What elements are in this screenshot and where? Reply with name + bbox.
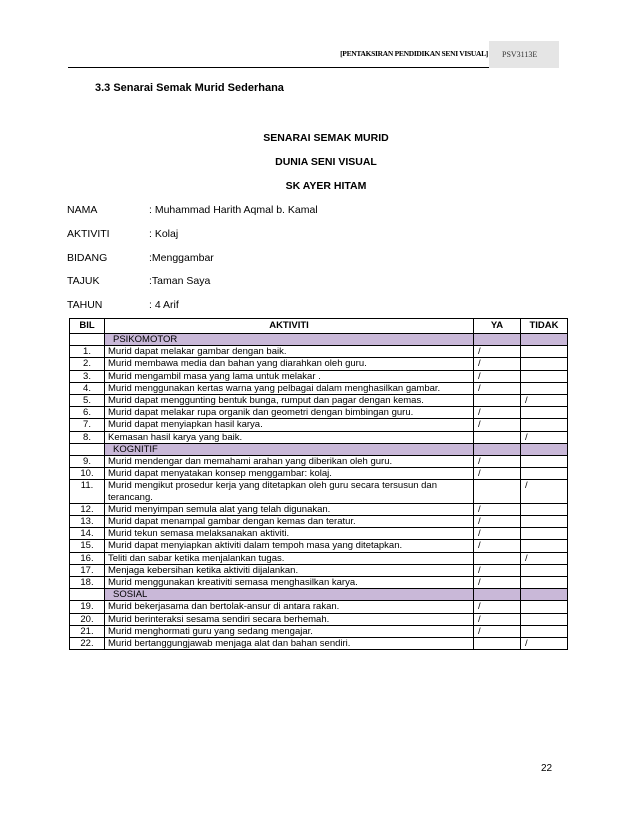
row-number: 7.: [70, 419, 105, 431]
info-value-tahun: : 4 Arif: [149, 299, 179, 311]
row-number: 16.: [70, 552, 105, 564]
row-number: 1.: [70, 346, 105, 358]
info-label-tajuk: TAJUK: [67, 275, 100, 287]
ya-mark: /: [474, 370, 521, 382]
tidak-mark: [521, 540, 568, 552]
row-activity: Murid membawa media dan bahan yang diarahkan oleh guru.: [105, 358, 474, 370]
info-label-bidang: BIDANG: [67, 252, 108, 264]
table-row: [70, 382, 568, 394]
row-activity: Murid menyimpan semula alat yang telah digunakan.: [105, 503, 474, 515]
info-label-tahun: TAHUN: [67, 299, 103, 311]
row-number: 3.: [70, 370, 105, 382]
table-row: [70, 613, 568, 625]
tidak-mark: [521, 564, 568, 576]
row-number: 11.: [70, 480, 105, 503]
row-number: 15.: [70, 540, 105, 552]
ya-mark: /: [474, 358, 521, 370]
tidak-mark: /: [521, 431, 568, 443]
row-activity: Menjaga kebersihan ketika aktiviti dijalankan.: [105, 564, 474, 576]
row-activity: Murid dapat melakar rupa organik dan geometri dengan bimbingan guru.: [105, 407, 474, 419]
category-row-sosial: [70, 589, 568, 601]
table-row: [70, 480, 568, 503]
row-activity: Kemasan hasil karya yang baik.: [105, 431, 474, 443]
tidak-mark: /: [521, 395, 568, 407]
table-row: [70, 577, 568, 589]
ya-mark: /: [474, 468, 521, 480]
table-row: [70, 346, 568, 358]
header-tidak: TIDAK: [521, 319, 568, 334]
table-header-row: [70, 319, 568, 334]
table-row: [70, 503, 568, 515]
tidak-mark: [521, 419, 568, 431]
tidak-mark: [521, 577, 568, 589]
row-activity: Murid tekun semasa melaksanakan aktiviti.: [105, 528, 474, 540]
ya-mark: /: [474, 382, 521, 394]
ya-mark: /: [474, 503, 521, 515]
course-code: PSV3113E: [489, 41, 559, 68]
tidak-mark: [521, 503, 568, 515]
tidak-mark: [521, 528, 568, 540]
row-number: 19.: [70, 601, 105, 613]
row-number: 6.: [70, 407, 105, 419]
info-value-tajuk: :Taman Saya: [149, 275, 211, 287]
row-activity: Murid menggunakan kertas warna yang pelbagai dalam menghasilkan gambar.: [105, 382, 474, 394]
row-number: 9.: [70, 456, 105, 468]
row-activity: Murid dapat menampal gambar dengan kemas dan teratur.: [105, 516, 474, 528]
header-ya: YA: [474, 319, 521, 334]
doc-title-line3: SK AYER HITAM: [285, 180, 367, 192]
table-row: [70, 468, 568, 480]
row-activity: Murid menghormati guru yang sedang mengajar.: [105, 625, 474, 637]
row-number: 10.: [70, 468, 105, 480]
row-number: 17.: [70, 564, 105, 576]
info-label-nama: NAMA: [67, 204, 98, 216]
table-row: [70, 528, 568, 540]
ya-mark: /: [474, 577, 521, 589]
table-row: [70, 431, 568, 443]
category-row-kognitif: [70, 443, 568, 455]
ya-mark: [474, 638, 521, 650]
info-label-aktiviti: AKTIVITI: [67, 228, 110, 240]
header-bil: BIL: [70, 319, 105, 334]
table-row: [70, 370, 568, 382]
ya-mark: /: [474, 346, 521, 358]
tidak-mark: [521, 382, 568, 394]
tidak-mark: [521, 456, 568, 468]
table-row: [70, 564, 568, 576]
section-title: 3.3 Senarai Semak Murid Sederhana: [95, 82, 284, 94]
row-number: 20.: [70, 613, 105, 625]
tidak-mark: [521, 346, 568, 358]
tidak-mark: /: [521, 480, 568, 503]
ya-mark: /: [474, 625, 521, 637]
row-number: 12.: [70, 503, 105, 515]
ya-mark: /: [474, 540, 521, 552]
ya-mark: [474, 395, 521, 407]
row-number: 14.: [70, 528, 105, 540]
doc-title-line1: SENARAI SEMAK MURID: [263, 132, 389, 144]
tidak-mark: [521, 601, 568, 613]
row-activity: Teliti dan sabar ketika menjalankan tugas.: [105, 552, 474, 564]
category-label: KOGNITIF: [105, 443, 474, 455]
table-row: [70, 516, 568, 528]
ya-mark: [474, 431, 521, 443]
row-number: 22.: [70, 638, 105, 650]
row-number: 2.: [70, 358, 105, 370]
table-row: [70, 419, 568, 431]
row-activity: Murid bekerjasama dan bertolak-ansur di antara rakan.: [105, 601, 474, 613]
ya-mark: /: [474, 419, 521, 431]
ya-mark: /: [474, 456, 521, 468]
row-activity: Murid mengikut prosedur kerja yang ditetapkan oleh guru secara tersusun dan terancang.: [105, 480, 474, 503]
table-row: [70, 638, 568, 650]
tidak-mark: [521, 407, 568, 419]
ya-mark: [474, 480, 521, 503]
row-activity: Murid dapat menyiapkan aktiviti dalam tempoh masa yang ditetapkan.: [105, 540, 474, 552]
table-row: [70, 395, 568, 407]
table-row: [70, 358, 568, 370]
tidak-mark: [521, 370, 568, 382]
table-row: [70, 625, 568, 637]
row-activity: Murid mengambil masa yang lama untuk melakar .: [105, 370, 474, 382]
table-row: [70, 540, 568, 552]
ya-mark: /: [474, 613, 521, 625]
info-value-nama: : Muhammad Harith Aqmal b. Kamal: [149, 204, 318, 216]
category-row-psikomotor: [70, 334, 568, 346]
row-activity: Murid mendengar dan memahami arahan yang diberikan oleh guru.: [105, 456, 474, 468]
table-row: [70, 601, 568, 613]
ya-mark: /: [474, 564, 521, 576]
header-rule: [68, 67, 489, 68]
table-row: [70, 456, 568, 468]
ya-mark: /: [474, 528, 521, 540]
row-number: 5.: [70, 395, 105, 407]
tidak-mark: /: [521, 638, 568, 650]
row-activity: Murid dapat melakar gambar dengan baik.: [105, 346, 474, 358]
table-row: [70, 407, 568, 419]
category-label: PSIKOMOTOR: [105, 334, 474, 346]
category-label: SOSIAL: [105, 589, 474, 601]
row-number: 13.: [70, 516, 105, 528]
tidak-mark: [521, 613, 568, 625]
row-number: 18.: [70, 577, 105, 589]
page-number: 22: [541, 763, 553, 774]
ya-mark: /: [474, 516, 521, 528]
ya-mark: /: [474, 601, 521, 613]
row-number: 4.: [70, 382, 105, 394]
running-header-title: [PENTAKSIRAN PENDIDIKAN SENI VISUAL]: [340, 49, 488, 58]
row-activity: Murid berinteraksi sesama sendiri secara berhemah.: [105, 613, 474, 625]
tidak-mark: [521, 468, 568, 480]
checklist-table: [69, 318, 568, 650]
tidak-mark: [521, 516, 568, 528]
tidak-mark: /: [521, 552, 568, 564]
row-number: 8.: [70, 431, 105, 443]
info-value-bidang: :Menggambar: [149, 252, 214, 264]
row-activity: Murid bertanggungjawab menjaga alat dan bahan sendiri.: [105, 638, 474, 650]
header-aktiviti: AKTIVITI: [105, 319, 474, 334]
info-value-aktiviti: : Kolaj: [149, 228, 179, 240]
ya-mark: /: [474, 407, 521, 419]
tidak-mark: [521, 358, 568, 370]
row-activity: Murid dapat menyiapkan hasil karya.: [105, 419, 474, 431]
row-activity: Murid menggunakan kreativiti semasa menghasilkan karya.: [105, 577, 474, 589]
row-activity: Murid dapat menggunting bentuk bunga, rumput dan pagar dengan kemas.: [105, 395, 474, 407]
ya-mark: [474, 552, 521, 564]
table-row: [70, 552, 568, 564]
doc-title-line2: DUNIA SENI VISUAL: [275, 156, 377, 168]
row-activity: Murid dapat menyatakan konsep menggambar: kolaj.: [105, 468, 474, 480]
row-number: 21.: [70, 625, 105, 637]
tidak-mark: [521, 625, 568, 637]
